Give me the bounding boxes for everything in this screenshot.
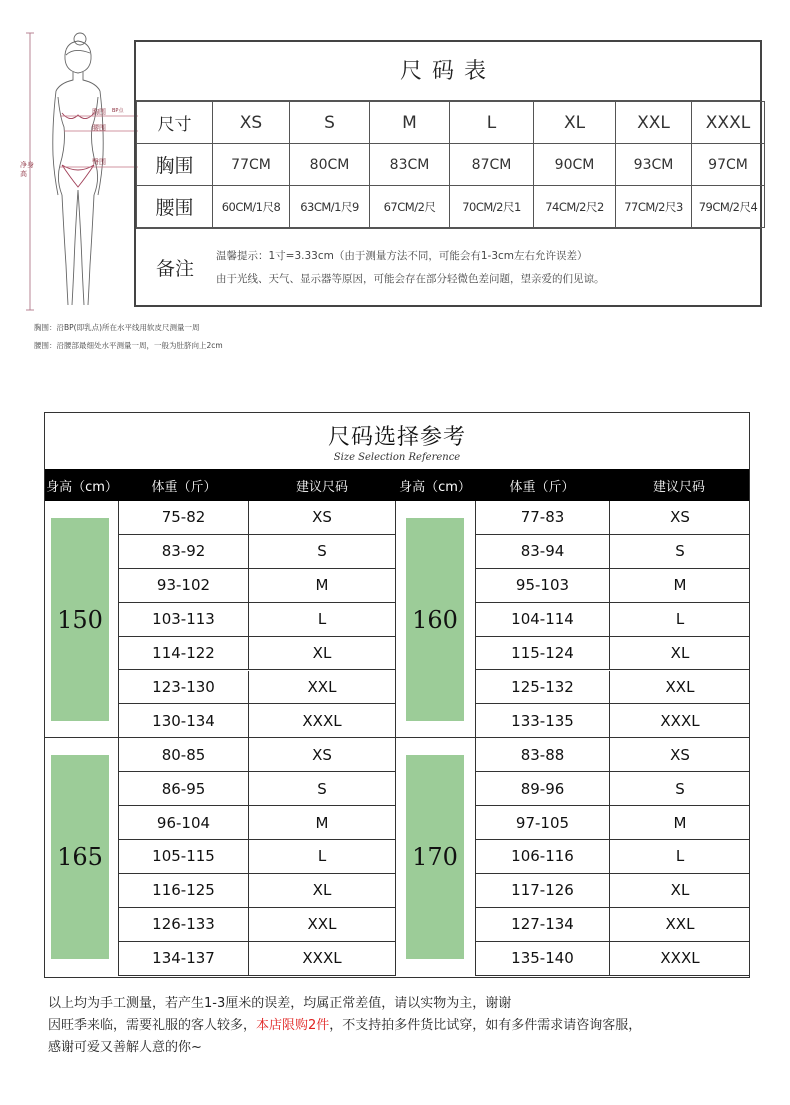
table-row xyxy=(119,671,395,705)
waist-cell: 74CM/2尺2 xyxy=(534,186,616,228)
weight-cell: 77-83 xyxy=(476,501,610,534)
header-weight: 体重（斤） xyxy=(151,479,217,495)
size-cell: XXL xyxy=(307,677,337,696)
size-cell: XXL xyxy=(307,915,337,934)
height-block-150 xyxy=(45,501,395,738)
size-cell: L xyxy=(675,847,685,866)
weight-cell: 83-94 xyxy=(476,535,610,568)
header-weight: 体重（斤） xyxy=(509,479,575,495)
size-cell: XL xyxy=(312,881,332,900)
weight-cell: 135-140 xyxy=(476,942,610,975)
table-row xyxy=(476,806,750,840)
table-row xyxy=(119,704,395,738)
waist-row-head: 腰围 xyxy=(137,186,213,228)
chest-cell: 87CM xyxy=(450,144,534,186)
size-cell: S xyxy=(317,779,327,798)
chest-cell: 77CM xyxy=(213,144,290,186)
footer-line-2-start: 因旺季来临，需要礼服的客人较多， xyxy=(48,1018,257,1033)
size-cell: M xyxy=(673,576,687,595)
weight-cell: 125-132 xyxy=(476,671,610,704)
chest-cell: 90CM xyxy=(534,144,616,186)
height-value: 150 xyxy=(51,518,109,721)
purchase-limit-text: 本店限购2件 xyxy=(256,1018,330,1033)
waist-cell: 70CM/2尺1 xyxy=(450,186,534,228)
size-cell: XL xyxy=(312,644,332,663)
size-cell: M xyxy=(370,102,450,144)
weight-cell: 130-134 xyxy=(119,704,249,737)
weight-cell: 117-126 xyxy=(476,874,610,907)
weight-cell: 89-96 xyxy=(476,772,610,805)
weight-cell: 114-122 xyxy=(119,637,249,670)
chest-label: 胸围 xyxy=(92,108,106,116)
table-row xyxy=(119,874,395,908)
size-cell: XXXL xyxy=(692,102,765,144)
size-cell: XS xyxy=(670,508,690,527)
footer-line-1: 以上均为手工测量，若产生1-3厘米的误差，均属正常差值，请以实物为主，谢谢 xyxy=(48,996,512,1011)
size-cell: XXL xyxy=(616,102,692,144)
chest-row-head: 胸围 xyxy=(137,144,213,186)
size-chart xyxy=(134,40,762,307)
chest-row xyxy=(137,144,765,186)
weight-cell: 106-116 xyxy=(476,840,610,873)
weight-cell: 83-92 xyxy=(119,535,249,568)
weight-cell: 123-130 xyxy=(119,671,249,704)
chest-note: 胸围：沿BP(即乳点)所在水平线用软皮尺测量一周 xyxy=(34,323,200,332)
size-cell: XS xyxy=(312,508,332,527)
waist-label: 腰围 xyxy=(92,124,106,132)
weight-cell: 75-82 xyxy=(119,501,249,534)
weight-cell: 126-133 xyxy=(119,908,249,941)
table-row xyxy=(476,501,750,535)
notes-body xyxy=(214,229,605,306)
chest-cell: 80CM xyxy=(290,144,370,186)
size-cell: S xyxy=(290,102,370,144)
table-row xyxy=(476,874,750,908)
table-row xyxy=(476,840,750,874)
note-line: 温馨提示：1寸=3.33cm（由于测量方法不同，可能会有1-3cm左右允许误差） xyxy=(216,250,588,262)
note-line: 由于光线、天气、显示器等原因，可能会存在部分轻微色差问题，望亲爱的们见谅。 xyxy=(216,273,605,285)
table-row xyxy=(119,535,395,569)
table-row xyxy=(119,501,395,535)
table-row xyxy=(119,569,395,603)
table-row xyxy=(119,908,395,942)
size-cell: XXXL xyxy=(302,949,342,968)
chest-cell: 83CM xyxy=(370,144,450,186)
size-ref-header xyxy=(45,469,749,501)
size-row-head: 尺寸 xyxy=(137,102,213,144)
table-row xyxy=(476,535,750,569)
waist-cell: 79CM/2尺4 xyxy=(692,186,765,228)
footer-notes xyxy=(48,993,641,1059)
size-ref-grid xyxy=(45,501,749,978)
height-value: 160 xyxy=(406,518,464,721)
size-ref-title-block xyxy=(45,413,749,469)
footer-line-3: 感谢可爱又善解人意的你~ xyxy=(48,1040,202,1055)
size-row xyxy=(137,102,765,144)
size-cell: XL xyxy=(670,644,690,663)
size-cell: XXL xyxy=(665,915,695,934)
table-row xyxy=(119,942,395,976)
size-cell: XS xyxy=(670,745,690,764)
notes-row xyxy=(136,228,760,306)
size-cell: L xyxy=(317,847,327,866)
waist-row xyxy=(137,186,765,228)
height-value: 165 xyxy=(51,755,109,958)
table-row xyxy=(476,704,750,738)
weight-cell: 103-113 xyxy=(119,603,249,636)
weight-cell: 83-88 xyxy=(476,738,610,771)
woman-figure-icon xyxy=(20,25,138,315)
size-chart-table xyxy=(136,101,765,228)
footer-line-2 xyxy=(48,1015,641,1037)
hip-label: 臀围 xyxy=(92,158,106,166)
table-row xyxy=(476,738,750,772)
waist-cell: 63CM/1尺9 xyxy=(290,186,370,228)
weight-cell: 80-85 xyxy=(119,738,249,771)
weight-cell: 96-104 xyxy=(119,806,249,839)
table-row xyxy=(119,840,395,874)
size-cell: XXXL xyxy=(660,711,700,730)
header-size: 建议尺码 xyxy=(652,479,705,495)
size-cell: XXL xyxy=(665,677,695,696)
size-cell: XS xyxy=(213,102,290,144)
size-cell: XL xyxy=(534,102,616,144)
size-cell: XXXL xyxy=(660,949,700,968)
table-row xyxy=(476,772,750,806)
height-value: 170 xyxy=(406,755,464,958)
waist-cell: 67CM/2尺 xyxy=(370,186,450,228)
size-cell: S xyxy=(675,542,685,561)
weight-cell: 104-114 xyxy=(476,603,610,636)
weight-cell: 86-95 xyxy=(119,772,249,805)
weight-cell: 95-103 xyxy=(476,569,610,602)
size-cell: M xyxy=(315,576,329,595)
table-row xyxy=(119,603,395,637)
size-cell: S xyxy=(317,542,327,561)
table-row xyxy=(476,637,750,671)
header-size: 建议尺码 xyxy=(295,479,348,495)
weight-cell: 115-124 xyxy=(476,637,610,670)
weight-cell: 127-134 xyxy=(476,908,610,941)
weight-cell: 105-115 xyxy=(119,840,249,873)
footer-line-2-end: ，不支持拍多件货比试穿，如有多件需求请咨询客服， xyxy=(329,1018,642,1033)
body-measurement-figure xyxy=(20,25,138,315)
size-cell: L xyxy=(450,102,534,144)
size-cell: L xyxy=(317,610,327,629)
chest-cell: 97CM xyxy=(692,144,765,186)
size-cell: XS xyxy=(312,745,332,764)
size-cell: XL xyxy=(670,881,690,900)
header-height: 身高（cm） xyxy=(399,479,471,495)
bp-label: BP点 xyxy=(112,108,124,114)
height-label: 净身高 xyxy=(20,161,34,178)
weight-cell: 116-125 xyxy=(119,874,249,907)
table-row xyxy=(476,569,750,603)
table-row xyxy=(119,772,395,806)
waist-note: 腰围：沿腰部最细处水平测量一周，一般为肚脐向上2cm xyxy=(34,341,223,350)
table-row xyxy=(476,671,750,705)
table-row xyxy=(476,603,750,637)
table-row xyxy=(119,806,395,840)
size-chart-title: 尺码表 xyxy=(136,42,760,101)
waist-cell: 60CM/1尺8 xyxy=(213,186,290,228)
size-cell: L xyxy=(675,610,685,629)
height-block-170 xyxy=(395,738,749,975)
table-row xyxy=(476,908,750,942)
size-cell: M xyxy=(315,813,329,832)
weight-cell: 133-135 xyxy=(476,704,610,737)
table-row xyxy=(476,942,750,976)
size-cell: S xyxy=(675,779,685,798)
height-block-160 xyxy=(395,501,749,738)
size-ref-title: 尺码选择参考 xyxy=(327,425,466,450)
size-cell: XXXL xyxy=(302,711,342,730)
size-ref-subtitle: Size Selection Reference xyxy=(333,452,461,463)
table-row xyxy=(119,738,395,772)
notes-head: 备注 xyxy=(155,258,194,280)
size-reference-table xyxy=(44,412,750,978)
waist-cell: 77CM/2尺3 xyxy=(616,186,692,228)
height-block-165 xyxy=(45,738,395,975)
weight-cell: 93-102 xyxy=(119,569,249,602)
table-row xyxy=(119,637,395,671)
chest-cell: 93CM xyxy=(616,144,692,186)
weight-cell: 97-105 xyxy=(476,806,610,839)
header-height: 身高（cm） xyxy=(46,479,118,495)
size-cell: M xyxy=(673,813,687,832)
weight-cell: 134-137 xyxy=(119,942,249,975)
